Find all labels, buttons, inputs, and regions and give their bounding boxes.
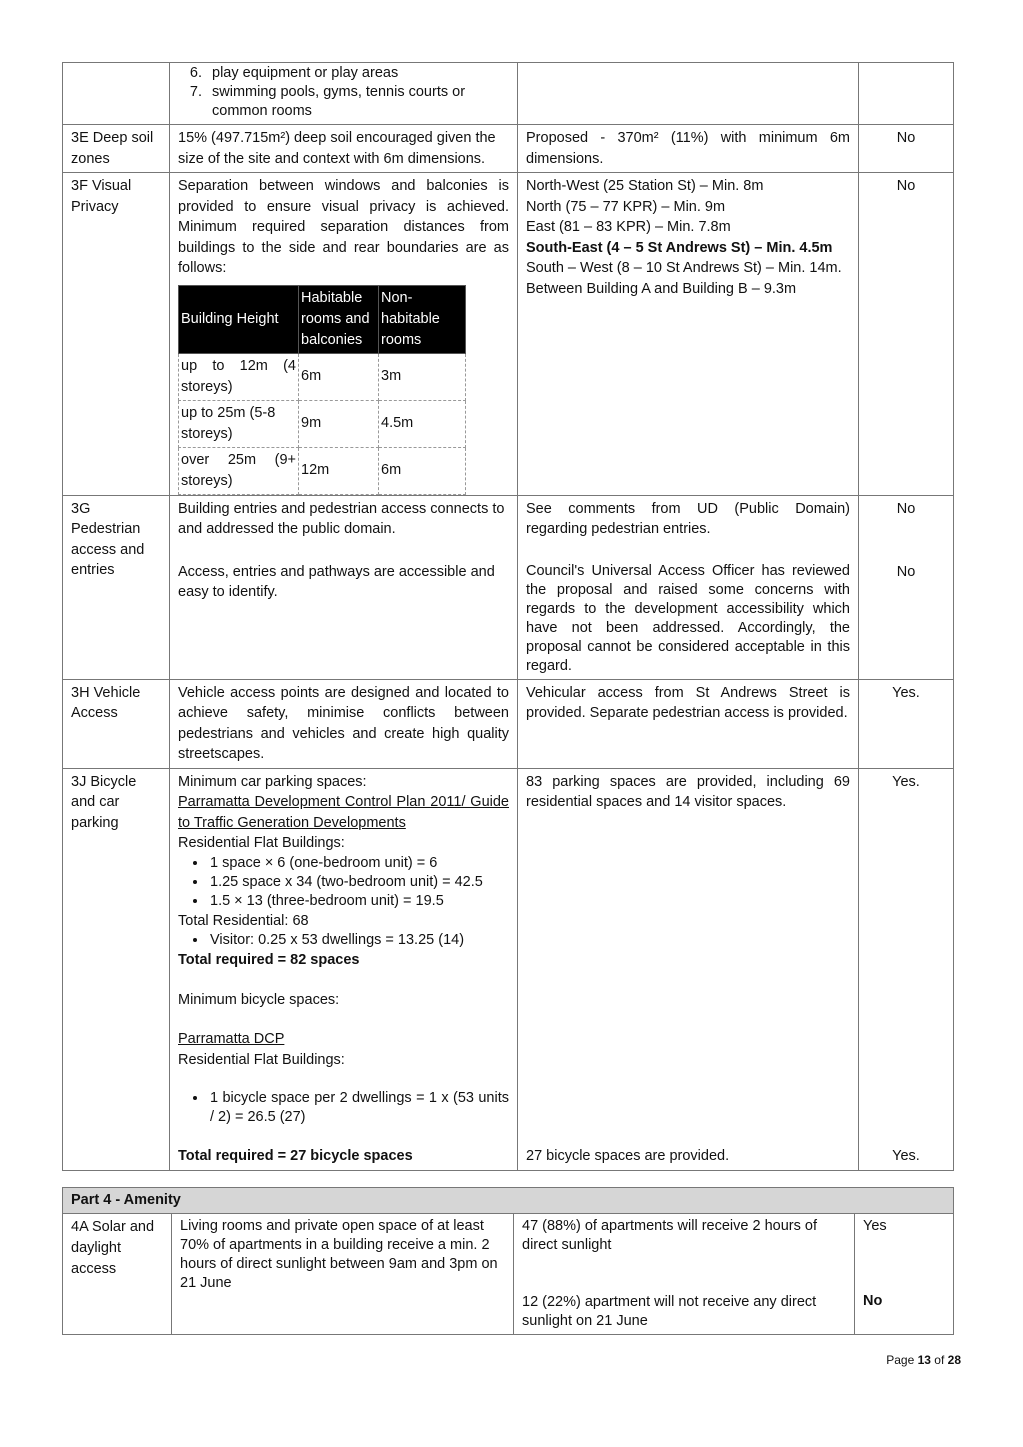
table-row <box>179 400 466 447</box>
cell-height: up to 25m (5-8 storeys) <box>179 400 299 447</box>
page-number: Page 13 of 28 <box>886 1353 961 1367</box>
proposal-line: Between Building A and Building B – 9.3m <box>526 280 797 297</box>
proposal-line: South-East (4 – 5 St Andrews St) – Min. 4.5m <box>526 239 833 256</box>
table-row <box>179 353 466 400</box>
list-item: • 1 bicycle space per 2 dwellings = 1 x (53 units / 2) = 26.5 (27) <box>208 1089 509 1127</box>
total-residential: Total Residential: 68 <box>178 912 309 929</box>
cell-label: 3G Pedestrian access and entries <box>63 495 170 679</box>
cell-proposal: Proposed - 370m² (11%) with minimum 6m dimensions. <box>518 125 859 173</box>
proposal-line: South – West (8 – 10 St Andrews St) – Min. 14m. <box>526 260 842 276</box>
visitor-list <box>178 931 509 950</box>
cell-proposal <box>518 173 859 496</box>
cell-compliance: No <box>859 173 954 496</box>
cell-compliance <box>859 768 954 1170</box>
list-item: 7. swimming pools, gyms, tennis courts or common rooms <box>206 83 509 121</box>
facility-list <box>178 64 509 121</box>
cell-label <box>63 63 170 125</box>
cell-label: 3H Vehicle Access <box>63 679 170 768</box>
compliance-value: Yes. <box>892 773 920 790</box>
proposal-line: East (81 – 83 KPR) – Min. 7.8m <box>526 219 731 235</box>
bike-calc-list <box>178 1089 509 1127</box>
car-calc-list <box>178 854 509 911</box>
cell-compliance <box>855 1214 954 1335</box>
cell-requirement: 15% (497.715m²) deep soil encouraged given the size of the site and context with 6m dimensions. <box>170 125 518 173</box>
cell-height: up to 12m (4 storeys) <box>179 353 299 400</box>
header-building-height: Building Height <box>179 285 299 353</box>
list-item: • Visitor: 0.25 x 53 dwellings = 13.25 (14) <box>208 931 509 950</box>
cell-non-habitable: 6m <box>379 447 466 494</box>
table-row <box>63 125 954 173</box>
table-row <box>63 768 954 1170</box>
plan-reference: Parramatta Development Control Plan 2011/ Guide to Traffic Generation Developments <box>178 794 509 831</box>
proposal-text: Council's Universal Access Officer has reviewed the proposal and raised some concerns with regards to the development accessibility which have not been addressed. Accordingly, the proposal cannot be considered acceptable in this regard. <box>526 562 850 674</box>
table-row <box>63 173 954 496</box>
min-bike-heading: Minimum bicycle spaces: <box>178 991 340 1008</box>
cell-label: 3E Deep soil zones <box>63 125 170 173</box>
cell-non-habitable: 4.5m <box>379 400 466 447</box>
proposal-text: 12 (22%) apartment will not receive any direct sunlight on 21 June <box>522 1294 817 1329</box>
header-habitable: Habitable rooms and balconies <box>299 285 379 353</box>
cell-compliance: Yes. <box>859 679 954 768</box>
list-item: • 1.25 space x 34 (two-bedroom unit) = 42.5 <box>208 873 509 892</box>
cell-requirement <box>170 173 518 496</box>
dcp-reference: Parramatta DCP <box>178 1031 285 1047</box>
cell-habitable: 12m <box>299 447 379 494</box>
table-row <box>63 1214 954 1335</box>
rfb-label: Residential Flat Buildings: <box>178 1051 345 1068</box>
cell-proposal <box>518 768 859 1170</box>
rfb-label: Residential Flat Buildings: <box>178 835 345 851</box>
compliance-table <box>62 62 954 1171</box>
cell-requirement: Living rooms and private open space of at least 70% of apartments in a building receive a min. 2 hours of direct sunlight between 9am and 3pm on 21 June <box>172 1214 514 1335</box>
cell-habitable: 6m <box>299 353 379 400</box>
total-car-required: Total required = 82 spaces <box>178 952 360 968</box>
amenity-table <box>62 1187 954 1335</box>
cell-proposal: Vehicular access from St Andrews Street is provided. Separate pedestrian access is provided. <box>518 679 859 768</box>
cell-compliance <box>859 495 954 679</box>
total-bike-required: Total required = 27 bicycle spaces <box>178 1148 413 1164</box>
proposal-text: 83 parking spaces are provided, including 69 residential spaces and 14 visitor spaces. <box>526 773 850 810</box>
compliance-value: No <box>896 564 916 580</box>
cell-requirement: Vehicle access points are designed and located to achieve safety, minimise conflicts between pedestrians and vehicles and create high quality streetscapes. <box>170 679 518 768</box>
table-row <box>63 679 954 768</box>
list-item: • 1 space × 6 (one-bedroom unit) = 6 <box>208 854 509 873</box>
compliance-value: Yes <box>863 1218 887 1234</box>
compliance-value: No <box>863 1293 883 1309</box>
list-item: • 1.5 × 13 (three-bedroom unit) = 19.5 <box>208 892 509 911</box>
requirement-text: Building entries and pedestrian access connects to and addressed the public domain. <box>178 500 505 537</box>
cell-requirement <box>170 63 518 125</box>
proposal-text: See comments from UD (Public Domain) regarding pedestrian entries. <box>526 500 850 537</box>
compliance-value: Yes. <box>892 1148 920 1164</box>
cell-habitable: 9m <box>299 400 379 447</box>
min-car-heading: Minimum car parking spaces: <box>178 773 367 790</box>
cell-non-habitable: 3m <box>379 353 466 400</box>
proposal-text: 47 (88%) of apartments will receive 2 hours of direct sunlight <box>522 1218 817 1253</box>
cell-proposal <box>514 1214 855 1335</box>
cell-requirement <box>170 768 518 1170</box>
part-heading: Part 4 - Amenity <box>63 1188 954 1214</box>
proposal-text: 27 bicycle spaces are provided. <box>526 1148 730 1164</box>
proposal-line: North (75 – 77 KPR) – Min. 9m <box>526 198 726 215</box>
cell-label: 3F Visual Privacy <box>63 173 170 496</box>
requirement-text: Access, entries and pathways are accessible and easy to identify. <box>178 563 495 600</box>
cell-compliance <box>859 63 954 125</box>
cell-requirement <box>170 495 518 679</box>
list-item: 6. play equipment or play areas <box>206 64 509 83</box>
table-row <box>63 495 954 679</box>
cell-height: over 25m (9+ storeys) <box>179 447 299 494</box>
cell-label: 3J Bicycle and car parking <box>63 768 170 1170</box>
header-non-habitable: Non-habitable rooms <box>379 285 466 353</box>
table-row <box>63 63 954 125</box>
proposal-line: North-West (25 Station St) – Min. 8m <box>526 178 764 194</box>
cell-compliance: No <box>859 125 954 173</box>
separation-table <box>178 285 466 495</box>
cell-label: 4A Solar and daylight access <box>63 1214 172 1335</box>
cell-proposal <box>518 63 859 125</box>
requirement-text: Separation between windows and balconies is provided to ensure visual privacy is achieved. Minimum required separation distances from buildings to the side and rear boundaries are as follows: <box>178 178 509 276</box>
cell-proposal <box>518 495 859 679</box>
compliance-value: No <box>896 500 916 517</box>
table-row <box>179 447 466 494</box>
